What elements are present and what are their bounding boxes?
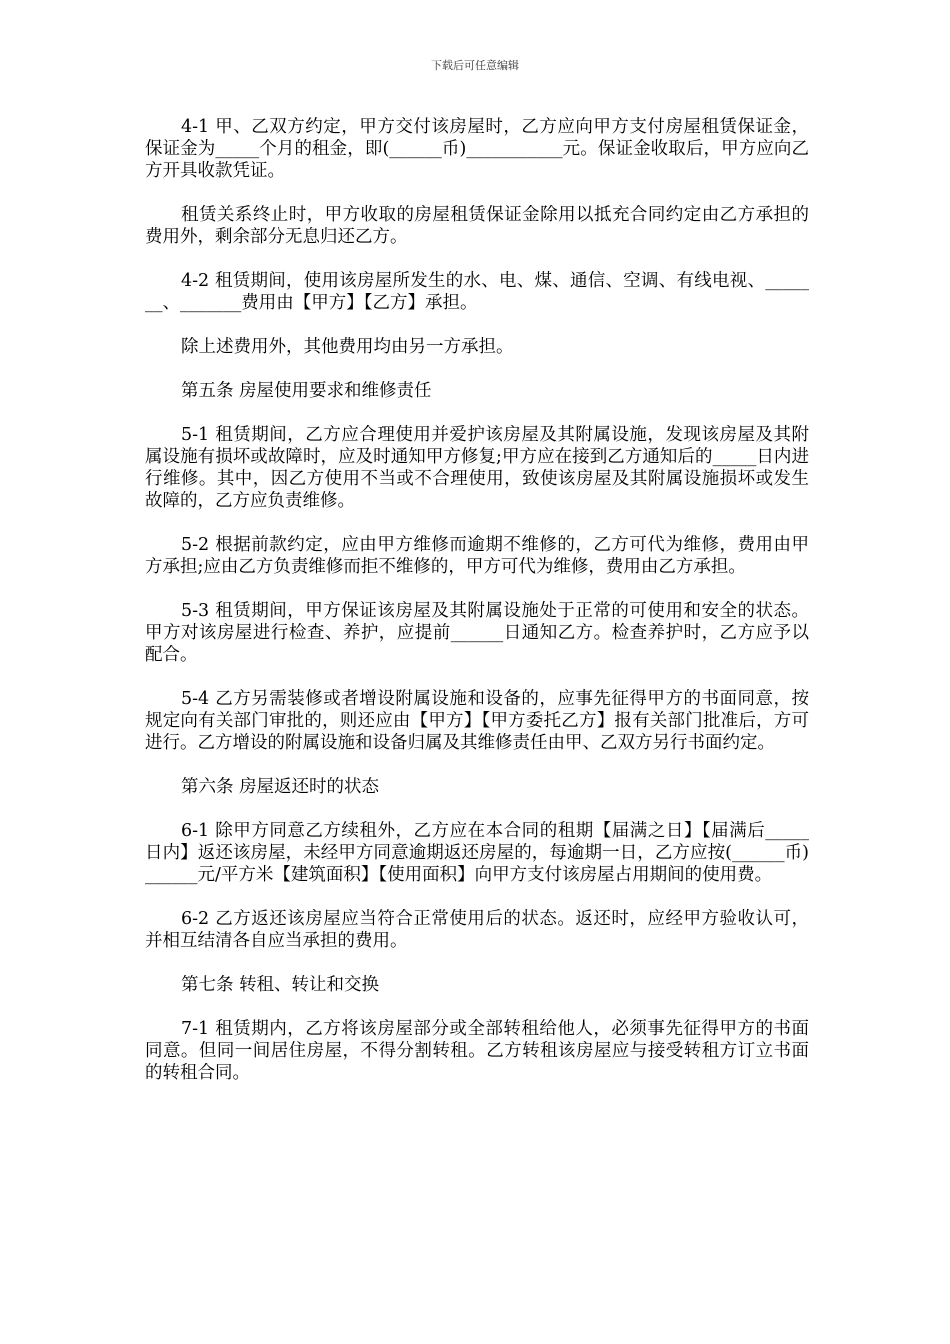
article-7-heading: 第七条 转租、转让和交换	[181, 975, 380, 995]
other-fees-paragraph: 除上述费用外，其他费用均由另一方承担。	[181, 337, 514, 357]
clause-6-2: 6-2 乙方返还该房屋应当符合正常使用后的状态。返还时，应经甲方验收认可，并相互结清各自应当承担的费用。	[145, 909, 809, 951]
article-5-heading: 第五条 房屋使用要求和维修责任	[181, 381, 432, 401]
document-body	[145, 116, 809, 1106]
clause-4-2: 4-2 租赁期间，使用该房屋所发生的水、电、煤、通信、空调、有线电视、_______、_______费用由【甲方】【乙方】承担。	[145, 271, 809, 313]
header-note: 下载后可任意编辑	[431, 59, 519, 72]
article-6-heading: 第六条 房屋返还时的状态	[181, 777, 380, 797]
deposit-return-paragraph: 租赁关系终止时，甲方收取的房屋租赁保证金除用以抵充合同约定由乙方承担的费用外，剩余部分无息归还乙方。	[145, 205, 809, 247]
clause-6-1: 6-1 除甲方同意乙方续租外，乙方应在本合同的租期【届满之日】【届满后_____日内】返还该房屋，未经甲方同意逾期返还房屋的，每逾期一日，乙方应按(______币)______元/平方米【建筑面积】【使用面积】向甲方支付该房屋占用期间的使用费。	[145, 821, 809, 885]
clause-4-1: 4-1 甲、乙双方约定，甲方交付该房屋时，乙方应向甲方支付房屋租赁保证金，保证金为_____个月的租金，即(______币)___________元。保证金收取后，甲方应向乙方开具收款凭证。	[145, 117, 809, 181]
clause-5-3: 5-3 租赁期间，甲方保证该房屋及其附属设施处于正常的可使用和安全的状态。甲方对该房屋进行检查、养护，应提前______日通知乙方。检查养护时，乙方应予以配合。	[145, 601, 809, 665]
clause-7-1: 7-1 租赁期内，乙方将该房屋部分或全部转租给他人，必须事先征得甲方的书面同意。但同一间居住房屋，不得分割转租。乙方转租该房屋应与接受转租方订立书面的转租合同。	[145, 1019, 809, 1083]
clause-5-4: 5-4 乙方另需装修或者增设附属设施和设备的，应事先征得甲方的书面同意，按规定向有关部门审批的，则还应由【甲方】【甲方委托乙方】报有关部门批准后，方可进行。乙方增设的附属设施和设备归属及其维修责任由甲、乙双方另行书面约定。	[145, 689, 809, 753]
clause-5-2: 5-2 根据前款约定，应由甲方维修而逾期不维修的，乙方可代为维修，费用由甲方承担;应由乙方负责维修而拒不维修的，甲方可代为维修，费用由乙方承担。	[145, 535, 809, 577]
clause-5-1: 5-1 租赁期间，乙方应合理使用并爱护该房屋及其附属设施，发现该房屋及其附属设施有损坏或故障时，应及时通知甲方修复;甲方应在接到乙方通知后的_____日内进行维修。其中，因乙方使用不当或不合理使用，致使该房屋及其附属设施损坏或发生故障的，乙方应负责维修。	[145, 425, 809, 511]
